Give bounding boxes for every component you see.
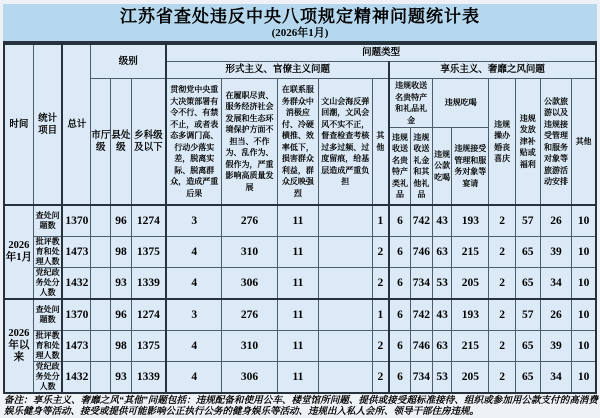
- col-header-gift-specialty: 违规收送名贵特产类礼品: [389, 128, 410, 206]
- data-cell: 6: [389, 331, 410, 362]
- col-header-dining-group: 违规吃喝: [433, 79, 489, 128]
- data-cell: 53: [433, 268, 452, 300]
- col-header-city-level: 市厅级: [91, 79, 111, 206]
- data-cell: 3: [166, 299, 221, 331]
- data-cell: 4: [166, 331, 221, 362]
- data-cell: 2: [489, 237, 515, 268]
- data-cell: 6: [389, 299, 410, 331]
- data-cell: 96: [111, 299, 131, 331]
- col-header-hedonism-group: 享乐主义、奢靡之风问题: [389, 62, 596, 79]
- data-cell: 1473: [62, 237, 90, 268]
- data-cell: 215: [452, 331, 489, 362]
- data-cell: 205: [452, 268, 489, 300]
- footnote: 备注：享乐主义、奢靡之风“其他”问题包括：违规配备和使用公车、楼堂馆所问题、提供或接受超标准接待、组织或参加用公款支付的高消费娱乐健身等活动、接受或提供可能影响公正执行公务的健身娱乐等活动、违规出入私人会所、领导干部住房违规。: [4, 396, 598, 417]
- data-cell: 4: [166, 268, 221, 300]
- data-cell: 746: [410, 331, 432, 362]
- data-cell: 4: [166, 237, 221, 268]
- table-row: [4, 331, 596, 362]
- data-cell: 276: [222, 299, 277, 331]
- data-cell: [319, 362, 372, 394]
- data-cell: 746: [410, 237, 432, 268]
- data-cell: [91, 237, 111, 268]
- col-header-item: 统计项目: [33, 44, 62, 205]
- data-cell: 39: [540, 237, 571, 268]
- data-cell: 11: [277, 205, 318, 237]
- data-cell: 310: [222, 237, 277, 268]
- col-header-problem-type: 问题类型: [166, 44, 596, 62]
- data-cell: 93: [111, 268, 131, 300]
- col-header-allowance: 违规发放津补贴或福利: [515, 79, 540, 206]
- data-cell: 6: [389, 237, 410, 268]
- data-cell: 11: [277, 362, 318, 394]
- data-cell: 11: [277, 331, 318, 362]
- col-header-formalism-other: 其他: [372, 79, 389, 206]
- data-cell: 1339: [131, 362, 166, 394]
- data-cell: 65: [515, 362, 540, 394]
- data-cell: 96: [111, 205, 131, 237]
- data-cell: 1375: [131, 331, 166, 362]
- data-cell: 310: [222, 331, 277, 362]
- data-cell: [319, 237, 372, 268]
- table-row: [4, 299, 596, 331]
- data-cell: 6: [389, 205, 410, 237]
- data-cell: 1370: [62, 205, 90, 237]
- row-label: 批评教育和处理人数: [33, 331, 62, 362]
- data-cell: 10: [572, 205, 596, 237]
- data-cell: 734: [410, 362, 432, 394]
- data-cell: [91, 362, 111, 394]
- col-header-total: 总计: [62, 44, 90, 205]
- statistics-table: [3, 43, 597, 394]
- table-row: [4, 362, 596, 394]
- data-cell: 26: [540, 299, 571, 331]
- data-cell: 11: [277, 237, 318, 268]
- data-cell: 742: [410, 299, 432, 331]
- data-cell: 11: [277, 299, 318, 331]
- data-cell: 10: [572, 362, 596, 394]
- data-cell: 215: [452, 237, 489, 268]
- data-cell: 2: [372, 331, 389, 362]
- row-label: 查处问题数: [33, 205, 62, 237]
- data-cell: 6: [389, 268, 410, 300]
- data-cell: 34: [540, 268, 571, 300]
- data-cell: 1375: [131, 237, 166, 268]
- data-cell: 34: [540, 362, 571, 394]
- data-cell: 276: [222, 205, 277, 237]
- data-cell: 2: [372, 237, 389, 268]
- data-cell: 11: [277, 268, 318, 300]
- data-cell: 6: [389, 362, 410, 394]
- col-header-public-dining: 违规公款吃喝: [433, 128, 452, 206]
- data-cell: 26: [540, 205, 571, 237]
- data-cell: 98: [111, 331, 131, 362]
- data-cell: 1339: [131, 268, 166, 300]
- data-cell: 65: [515, 237, 540, 268]
- time-period-cell: 2026年1月: [4, 205, 33, 299]
- row-label: 批评教育和处理人数: [33, 237, 62, 268]
- col-header-formalism-4: 文山会海反弹回潮，文风会风不实不正，督查检查考核过多过频、过度留痕，给基层造成严重负担: [319, 79, 372, 206]
- data-cell: 57: [515, 205, 540, 237]
- data-cell: 306: [222, 362, 277, 394]
- data-cell: 1: [372, 299, 389, 331]
- page-title: 江苏省查处违反中央八项规定精神问题统计表: [120, 7, 480, 26]
- col-header-level-group: 级别: [91, 44, 167, 79]
- data-cell: 57: [515, 299, 540, 331]
- table-row: [4, 237, 596, 268]
- data-cell: 63: [433, 331, 452, 362]
- title-band: [3, 4, 597, 43]
- data-cell: 2: [489, 362, 515, 394]
- data-cell: 205: [452, 362, 489, 394]
- data-cell: 10: [572, 237, 596, 268]
- data-cell: 65: [515, 331, 540, 362]
- col-header-wedding-funeral: 违规操办婚丧喜庆: [489, 79, 515, 206]
- data-cell: [91, 205, 111, 237]
- data-cell: 193: [452, 299, 489, 331]
- col-header-formalism-1: 贯彻党中央重大决策部署有令不行、有禁不止，或者表态多调门高、行动少落实差，脱离实际、脱离群众，造成严重后果: [166, 79, 221, 206]
- data-cell: [91, 268, 111, 300]
- row-label: 查处问题数: [33, 299, 62, 331]
- data-cell: 93: [111, 362, 131, 394]
- data-cell: 43: [433, 205, 452, 237]
- col-header-hedonism-other: 其他: [572, 79, 596, 206]
- col-header-formalism-group: 形式主义、官僚主义问题: [166, 62, 389, 79]
- data-cell: 65: [515, 268, 540, 300]
- data-cell: 2: [489, 268, 515, 300]
- data-cell: 3: [166, 205, 221, 237]
- row-label: 党纪政务处分人数: [33, 362, 62, 394]
- data-cell: 742: [410, 205, 432, 237]
- data-cell: [319, 205, 372, 237]
- data-cell: 2: [372, 362, 389, 394]
- data-cell: [91, 299, 111, 331]
- data-cell: 1274: [131, 205, 166, 237]
- data-cell: 2: [489, 331, 515, 362]
- data-cell: 43: [433, 299, 452, 331]
- row-label: 党纪政务处分人数: [33, 268, 62, 300]
- col-header-public-travel: 公款旅游以及违规接受管理和服务对象等旅游活动安排: [540, 79, 571, 206]
- data-cell: 10: [572, 299, 596, 331]
- page-subtitle: (2026年1月): [271, 27, 329, 39]
- data-cell: 2: [489, 299, 515, 331]
- header-row-1: [4, 44, 596, 62]
- col-header-formalism-3: 在联系服务群众中消极应付、冷硬横推、效率低下，损害群众利益，群众反映强烈: [277, 79, 318, 206]
- col-header-county-level: 县处级: [111, 79, 131, 206]
- col-header-formalism-2: 在履职尽责、服务经济社会发展和生态环境保护方面不担当、不作为、乱作为、假作为，严重影响高质量发展: [222, 79, 277, 206]
- table-row: [4, 268, 596, 300]
- data-cell: 2: [489, 205, 515, 237]
- data-cell: 1432: [62, 362, 90, 394]
- data-cell: [319, 299, 372, 331]
- time-period-cell: 2026年以来: [4, 299, 33, 393]
- header-row-3: [4, 79, 596, 128]
- data-cell: 1473: [62, 331, 90, 362]
- data-cell: 734: [410, 268, 432, 300]
- col-header-gift-group: 违规收送名贵特产和礼品礼金: [389, 79, 432, 128]
- col-header-banquet: 违规接受管理和服务对象等宴请: [452, 128, 489, 206]
- data-cell: 63: [433, 237, 452, 268]
- data-cell: 1370: [62, 299, 90, 331]
- data-cell: 39: [540, 331, 571, 362]
- data-cell: [91, 331, 111, 362]
- data-cell: 53: [433, 362, 452, 394]
- data-cell: 2: [372, 268, 389, 300]
- data-cell: 98: [111, 237, 131, 268]
- data-cell: 1432: [62, 268, 90, 300]
- col-header-gift-money: 违规收送礼金和其他礼品: [410, 128, 432, 206]
- data-cell: [319, 331, 372, 362]
- data-cell: [319, 268, 372, 300]
- data-cell: 193: [452, 205, 489, 237]
- data-cell: 1: [372, 205, 389, 237]
- data-cell: 306: [222, 268, 277, 300]
- data-cell: 1274: [131, 299, 166, 331]
- data-cell: 10: [572, 268, 596, 300]
- data-cell: 10: [572, 331, 596, 362]
- col-header-time: 时间: [4, 44, 33, 205]
- table-row: [4, 205, 596, 237]
- col-header-township-level: 乡科级及以下: [131, 79, 166, 206]
- data-cell: 4: [166, 362, 221, 394]
